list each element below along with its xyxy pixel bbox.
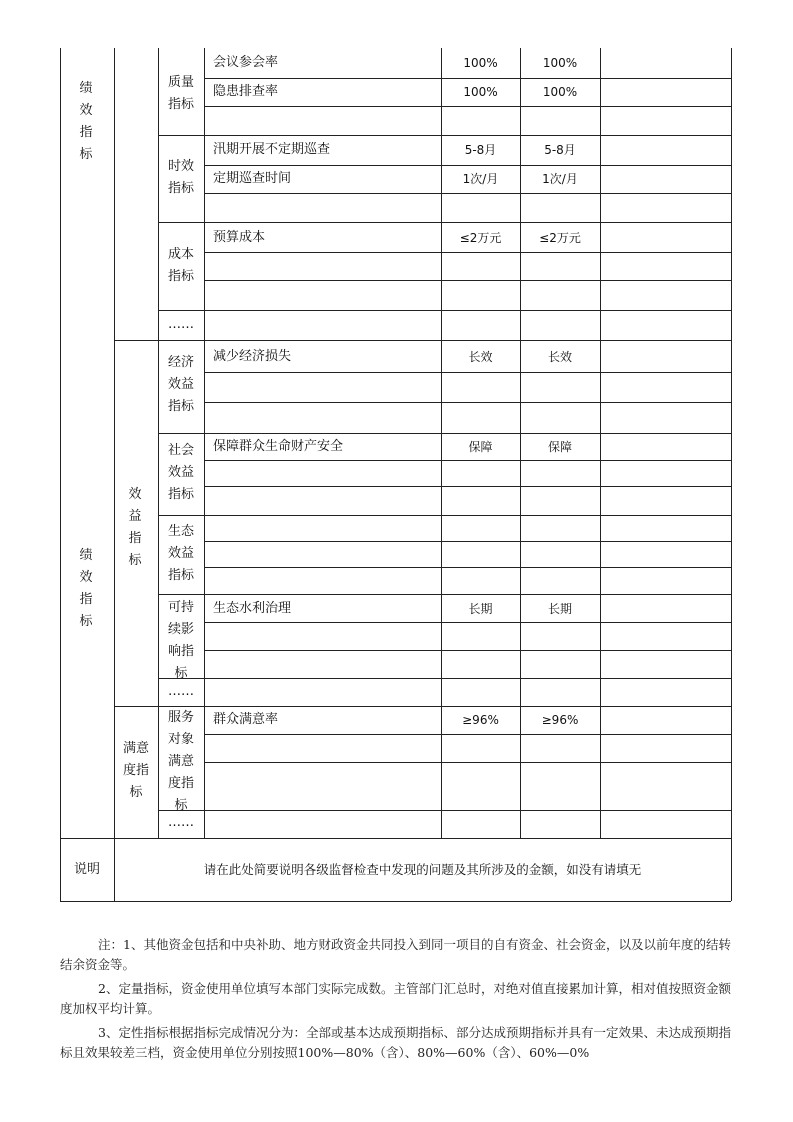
indicator-target: ≥96% xyxy=(462,713,499,727)
table-border-left xyxy=(60,48,61,901)
row-line xyxy=(204,762,731,763)
level3-label-social: 社会 效益 指标 xyxy=(167,443,194,502)
indicator-name: 汛期开展不定期巡查 xyxy=(213,142,331,157)
indicator-target: 保障 xyxy=(468,440,493,454)
indicator-actual: 1次/月 xyxy=(542,172,578,186)
level2-label-satisfaction: 满意 度指 标 xyxy=(122,741,149,800)
explain-label: 说明 xyxy=(73,862,100,877)
row-line xyxy=(60,838,731,839)
ellipsis-cell: …… xyxy=(168,815,194,830)
row-line xyxy=(204,165,731,166)
indicator-target: 5-8月 xyxy=(464,143,497,157)
row-line xyxy=(204,252,731,253)
table-border-bottom xyxy=(60,901,731,902)
row-line xyxy=(158,594,731,595)
indicator-name: 减少经济损失 xyxy=(213,349,292,364)
row-line xyxy=(158,433,731,434)
level3-label-sustainable: 可持 续影 响指 标 xyxy=(167,600,194,681)
row-line xyxy=(204,78,731,79)
row-line xyxy=(204,622,731,623)
row-line xyxy=(158,810,731,811)
row-line xyxy=(158,310,731,311)
indicator-target: 长效 xyxy=(468,350,493,364)
row-line xyxy=(204,193,731,194)
level1-label-performance: 绩 效 指 标 xyxy=(79,81,95,162)
row-line xyxy=(114,340,731,341)
indicator-name: 生态水利治理 xyxy=(213,601,292,616)
row-line xyxy=(204,280,731,281)
indicator-name: 保障群众生命财产安全 xyxy=(213,439,344,454)
level1-label-performance: 绩 效 指 标 xyxy=(79,548,95,629)
row-line xyxy=(158,222,731,223)
level2-label-benefit: 效 益 指 标 xyxy=(128,487,144,568)
row-line xyxy=(204,567,731,568)
level3-label-economic: 经济 效益 指标 xyxy=(167,355,194,414)
indicator-name: 定期巡查时间 xyxy=(213,171,292,186)
level3-label-ecological: 生态 效益 指标 xyxy=(167,524,194,583)
indicator-actual: ≥96% xyxy=(541,713,579,727)
note-2: 2、定量指标，资金使用单位填写本部门实际完成数。主管部门汇总时，对绝对值直接累加计算，相对值按照资金额度加权平均计算。 xyxy=(60,981,731,1016)
indicator-actual: 长期 xyxy=(547,602,572,616)
indicator-target: 100% xyxy=(463,56,498,70)
indicator-name: 隐患排查率 xyxy=(213,84,279,99)
indicator-actual: 100% xyxy=(542,56,578,70)
row-line xyxy=(204,734,731,735)
indicator-target: 1次/月 xyxy=(462,172,499,186)
row-line xyxy=(158,135,731,136)
row-line xyxy=(204,541,731,542)
indicator-name: 会议参会率 xyxy=(213,55,279,70)
col-line xyxy=(600,48,601,838)
row-line xyxy=(204,460,731,461)
row-line xyxy=(204,106,731,107)
row-line xyxy=(204,650,731,651)
row-line xyxy=(204,372,731,373)
indicator-actual: 保障 xyxy=(547,440,572,454)
indicator-actual: 5-8月 xyxy=(544,143,576,157)
row-line xyxy=(114,706,731,707)
indicator-actual: 100% xyxy=(542,85,578,99)
table-border-right xyxy=(731,48,732,901)
row-line xyxy=(204,486,731,487)
indicator-actual: ≤2万元 xyxy=(539,231,581,245)
ellipsis-cell: …… xyxy=(168,317,194,332)
note-3: 3、定性指标根据指标完成情况分为：全部或基本达成预期指标、部分达成预期指标并具有一定效果、未达成预期指标且效果较差三档，资金使用单位分别按照100%—80%（含）、80%—60%（含）、60%—0% xyxy=(60,1025,731,1060)
ellipsis-cell: …… xyxy=(168,684,194,699)
level3-label-timeliness: 时效 指标 xyxy=(167,159,194,196)
level3-label-service: 服务 对象 满意 度指 标 xyxy=(167,710,194,813)
indicator-name: 群众满意率 xyxy=(213,712,279,727)
note-1: 注：1、其他资金包括和中央补助、地方财政资金共同投入到同一项目的自有资金、社会资金，以及以前年度的结转结余资金等。 xyxy=(60,937,731,972)
row-line xyxy=(204,402,731,403)
col-line xyxy=(204,48,205,838)
indicator-name: 预算成本 xyxy=(213,230,266,245)
explain-text: 请在此处简要说明各级监督检查中发现的问题及其所涉及的金额，如没有请填无 xyxy=(203,862,642,877)
level3-label-quality: 质量 指标 xyxy=(167,75,194,112)
row-line xyxy=(158,678,731,679)
indicator-actual: 长效 xyxy=(547,350,572,364)
indicator-target: 100% xyxy=(463,85,498,99)
indicator-target: ≤2万元 xyxy=(459,231,502,245)
row-line xyxy=(158,515,731,516)
indicator-target: 长期 xyxy=(468,602,493,616)
level3-label-cost: 成本 指标 xyxy=(167,247,194,284)
